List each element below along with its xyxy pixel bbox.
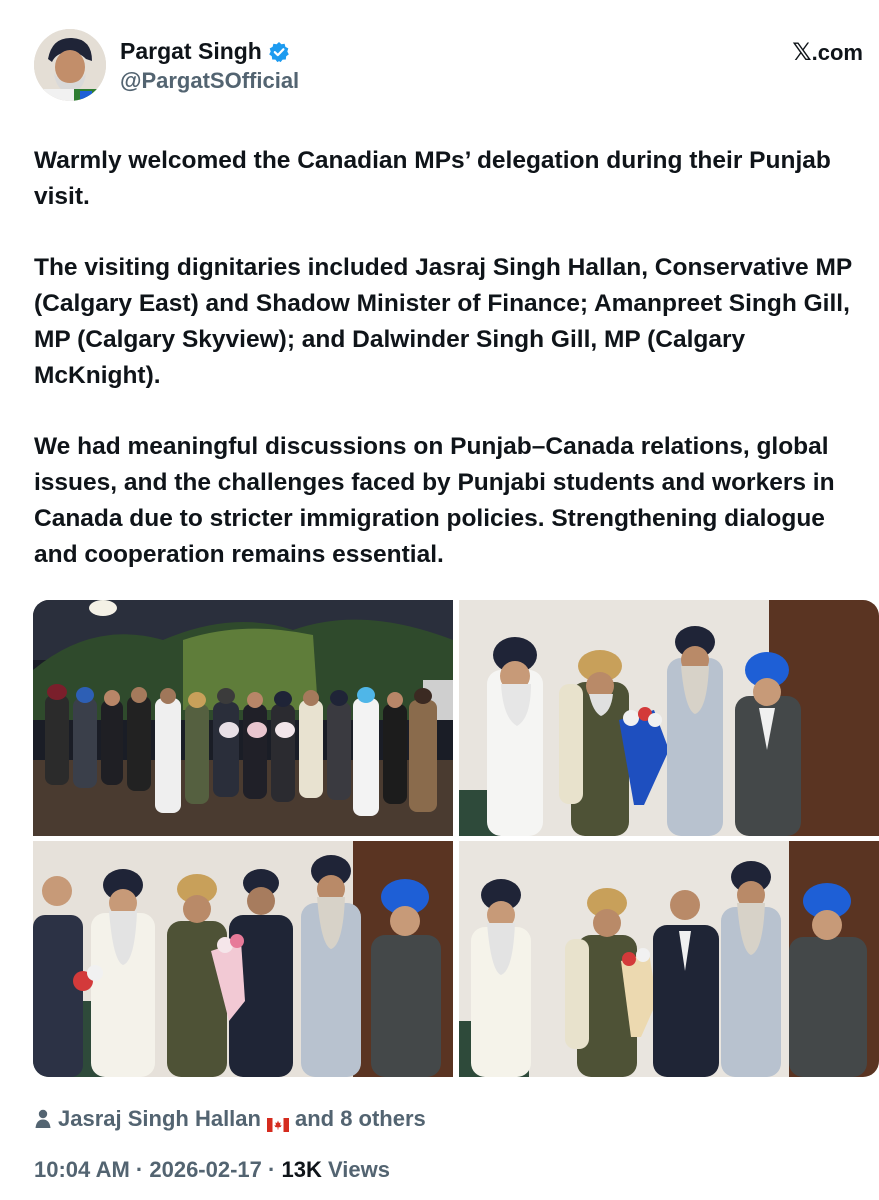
post-paragraph: The visiting dignitaries included Jasraj Singh Hallan, Conservative MP (Calgary East) and Shadow Minister of Finance; Amanpreet Singh Gill, MP (Calgary Skyview); and Dalwinder Singh Gill, MP (Calgary McKnight).	[34, 254, 852, 389]
photo-grid	[33, 600, 879, 1077]
post-time[interactable]: 10:04 AM	[34, 1157, 130, 1182]
tagged-others[interactable]: and 8 others	[294, 1106, 426, 1131]
site-link-label: .com	[811, 40, 863, 65]
post-meta	[34, 1157, 390, 1183]
x-logo-icon: 𝕏	[792, 38, 812, 66]
canada-flag-icon	[267, 1112, 289, 1126]
person-icon	[34, 1108, 52, 1130]
post-paragraph: We had meaningful discussions on Punjab–Canada relations, global issues, and the challenges faced by Punjabi students and workers in Canada due to stricter immigration policies. Strengthening dialogue and cooperation remains essential.	[34, 433, 835, 568]
photo-group-night[interactable]	[33, 600, 453, 836]
meta-separator: ·	[268, 1157, 276, 1182]
post-date[interactable]: 2026-02-17	[149, 1157, 262, 1182]
post-body	[34, 143, 864, 573]
photo-bouquet-3[interactable]	[459, 841, 879, 1077]
photo-bouquet-2[interactable]	[33, 841, 453, 1077]
author-name-row[interactable]	[120, 38, 290, 65]
meta-separator: ·	[135, 1157, 144, 1182]
author-avatar[interactable]	[34, 29, 106, 101]
post-header	[0, 0, 879, 120]
site-link[interactable]	[792, 38, 863, 66]
tagged-name[interactable]: Jasraj Singh Hallan	[58, 1106, 261, 1131]
photo-bouquet-1[interactable]	[459, 600, 879, 836]
tagged-people[interactable]	[34, 1106, 426, 1132]
author-handle[interactable]: @PargatSOfficial	[120, 68, 300, 93]
views-label: Views	[327, 1157, 390, 1182]
views-count: 13K	[281, 1157, 322, 1182]
post-paragraph: Warmly welcomed the Canadian MPs’ delegation during their Punjab visit.	[34, 147, 831, 210]
verified-badge-icon	[268, 41, 290, 63]
author-display-name[interactable]: Pargat Singh	[120, 38, 262, 64]
